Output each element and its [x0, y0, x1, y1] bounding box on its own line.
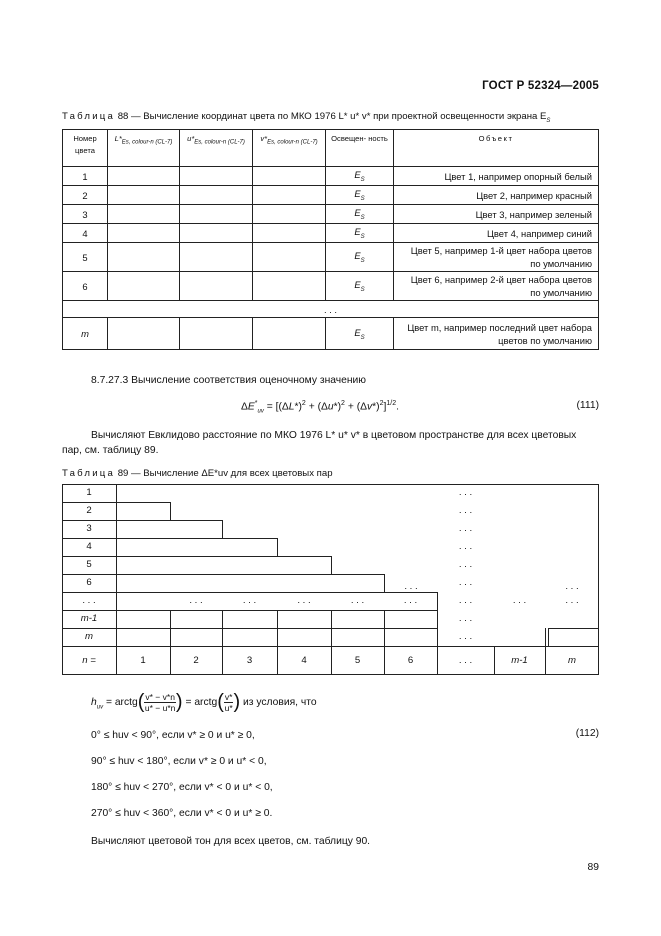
cell-v	[253, 167, 326, 186]
section-heading: 8.7.27.3 Вычисление соответствия оценочному значению	[91, 375, 367, 386]
stair-line	[277, 538, 278, 556]
stair-line	[116, 538, 277, 539]
cell-num: 1	[63, 167, 108, 186]
cell-v	[253, 272, 326, 301]
cell-v	[253, 243, 326, 272]
cell-num: 4	[63, 224, 108, 243]
cell-illum: $E_S$	[326, 224, 394, 243]
condition-3: 180° ≤ huv < 270°, если v* < 0 и u* < 0,	[91, 782, 273, 793]
cell-L	[108, 205, 180, 224]
page-number: 89	[587, 862, 599, 873]
cell-L	[108, 167, 180, 186]
row-label: m-1	[80, 613, 98, 624]
ellipsis-cell: . . .	[403, 595, 418, 606]
cell-u	[180, 167, 253, 186]
row-label: 4	[86, 541, 92, 552]
condition-2: 90° ≤ huv < 180°, если v* ≥ 0 и u* < 0,	[91, 756, 267, 767]
column-label: 3	[246, 655, 253, 666]
table-row	[63, 167, 599, 186]
cell-object: Цвет 5, например 1-й цвет набора цветов по умолчанию	[394, 243, 599, 272]
table-row	[63, 186, 599, 205]
ellipsis-cell: . . .	[565, 581, 579, 592]
stair-line	[170, 502, 171, 520]
cell-illum: $E_S$	[326, 318, 394, 350]
column-label: 2	[193, 655, 199, 666]
caption-text: — Вычисление координат цвета по МКО 1976 L* u* v* при проектной освещенности экрана E	[128, 111, 547, 122]
cell-num: 3	[63, 205, 108, 224]
ellipsis-cell: . . .	[458, 631, 473, 642]
header-v: $v*_{Es, colour-n (CL-7)}$	[253, 130, 326, 167]
table-89	[62, 484, 599, 675]
ellipsis-cell: . . .	[458, 541, 473, 552]
cell-u	[180, 186, 253, 205]
cell-num: 2	[63, 186, 108, 205]
column-label: 1	[140, 655, 146, 666]
equation-number-111: (111)	[576, 400, 599, 411]
table89-caption	[62, 468, 333, 479]
ellipsis-cell: . . .	[350, 595, 365, 606]
table-row	[63, 205, 599, 224]
cell-u	[180, 272, 253, 301]
stair-line	[116, 520, 222, 521]
formula-111: $\Delta E^*_{uv} = [(\Delta L*)^2 + (\Delta u*)^2 + (\Delta v*)^2]^{1/2}$.	[241, 400, 399, 415]
cell-u	[180, 205, 253, 224]
caption-number: 89	[117, 468, 129, 479]
header-illum: Освещен- ность	[326, 130, 394, 167]
row-label: . . .	[82, 595, 96, 606]
ellipsis-cell: . . .	[297, 595, 311, 606]
cell-v	[253, 186, 326, 205]
stair-line	[222, 520, 223, 538]
cell-num: 6	[63, 272, 108, 301]
column-label: m-1	[511, 655, 528, 666]
table-88	[62, 129, 599, 350]
ellipsis-cell: . . .	[458, 595, 473, 606]
ellipsis-cell: . . .	[189, 595, 203, 606]
ellipsis-cell: . . .	[458, 505, 473, 516]
cell-L	[108, 186, 180, 205]
table-row	[63, 318, 599, 350]
cell-illum: $E_S$	[326, 272, 394, 301]
cell-u	[180, 224, 253, 243]
cell-object: Цвет 3, например зеленый	[394, 205, 599, 224]
frame-top	[62, 484, 599, 485]
cell-u	[180, 318, 253, 350]
cell-L	[108, 318, 180, 350]
row-label: 2	[86, 505, 92, 516]
table-row	[63, 243, 599, 272]
ellipsis-cell: . . .	[458, 523, 473, 534]
condition-4: 270° ≤ huv < 360°, если v* < 0 и u* ≥ 0.	[91, 808, 273, 819]
cell-illum: $E_S$	[326, 186, 394, 205]
cell-num: 5	[63, 243, 108, 272]
cell-object: Цвет 4, например синий	[394, 224, 599, 243]
stair-line	[116, 502, 170, 503]
column-label: m	[568, 655, 576, 666]
row-label: m	[85, 631, 93, 642]
header-L: $L*_{Es, colour-n (CL-7)}$	[108, 130, 180, 167]
fraction-2: $\frac{v*}{u*}$	[224, 692, 233, 713]
cell-L	[108, 224, 180, 243]
equation-number-112: (112)	[575, 728, 599, 739]
cell-object: Цвет 2, например красный	[394, 186, 599, 205]
column-label: . . .	[458, 655, 473, 666]
stair-line	[331, 556, 332, 574]
hue-formula: $h_{uv}$ = arctg( $\frac{v* - v*n}{u* - u*n}$) = arctg( $\frac{v*}{u*}$) из условия, что	[91, 691, 317, 713]
caption-label: Таблица	[62, 111, 116, 122]
ellipsis-cell: . . .	[458, 613, 473, 624]
ellipsis-cell: . . .	[458, 487, 473, 498]
row-label: 5	[86, 559, 92, 570]
caption-number: 88	[117, 111, 129, 122]
column-label: 5	[354, 655, 361, 666]
cell-L	[108, 272, 180, 301]
table-row	[63, 224, 599, 243]
cell-v	[253, 224, 326, 243]
condition-1: 0° ≤ huv < 90°, если v* ≥ 0 и u* ≥ 0,	[91, 730, 255, 741]
cell-object: Цвет m, например последний цвет набора цветов по умолчанию	[394, 318, 599, 350]
ellipsis-cell: . . .	[63, 301, 599, 318]
cell-illum: $E_S$	[326, 167, 394, 186]
stair-line	[548, 628, 599, 629]
cell-num: m	[63, 318, 108, 350]
header-u: $u*_{Es, colour-n (CL-7)}$	[180, 130, 253, 167]
row-label: 6	[86, 577, 92, 588]
cell-v	[253, 318, 326, 350]
row-label: n =	[82, 655, 96, 666]
paragraph-euclid: Вычисляют Евклидово расстояние по МКО 1976 L* u* v* в цветовом пространстве для всех цветовых пар, см. таблицу 89.	[62, 430, 577, 456]
ellipsis-row	[63, 301, 599, 318]
header-object: Объект	[394, 130, 599, 167]
table88-caption	[62, 111, 550, 124]
cell-object: Цвет 1, например опорный белый	[394, 167, 599, 186]
ellipsis-cell: . . .	[512, 595, 527, 606]
column-label: 4	[301, 655, 307, 666]
cell-v	[253, 205, 326, 224]
fraction-1: $\frac{v* - v*n}{u* - u*n}$	[144, 692, 176, 713]
table-header-row	[63, 130, 599, 167]
column-label: 6	[407, 655, 414, 666]
cell-L	[108, 243, 180, 272]
ellipsis-cell: . . .	[565, 595, 579, 606]
stair-line	[116, 556, 331, 557]
cell-illum: $E_S$	[326, 243, 394, 272]
stair-line	[116, 574, 384, 575]
ellipsis-cell: . . .	[458, 577, 473, 588]
row-label: 3	[86, 523, 92, 534]
cell-object: Цвет 6, например 2-й цвет набора цветов по умолчанию	[394, 272, 599, 301]
ellipsis-cell: . . .	[404, 581, 418, 592]
ellipsis-cell: . . .	[458, 559, 473, 570]
header-num: Номер цвета	[63, 130, 108, 167]
caption-text: — Вычисление ΔE*uv для всех цветовых пар	[128, 468, 333, 479]
table-row	[63, 272, 599, 301]
caption-sub: S	[546, 117, 551, 124]
cell-illum: $E_S$	[326, 205, 394, 224]
row-label: 1	[86, 487, 92, 498]
stair-line	[548, 628, 549, 646]
ellipsis-cell: . . .	[242, 595, 257, 606]
closing-text: Вычисляют цветовой тон для всех цветов, см. таблицу 90.	[91, 836, 371, 847]
cell-u	[180, 243, 253, 272]
caption-label: Таблица	[62, 468, 116, 479]
standard-header: ГОСТ Р 52324—2005	[482, 80, 599, 92]
